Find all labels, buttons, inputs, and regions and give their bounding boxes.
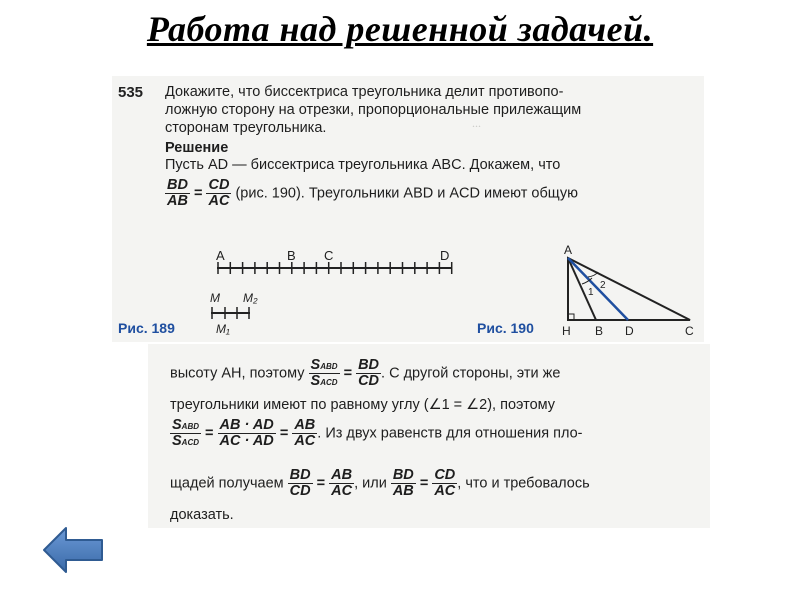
fraction-cd-ac-2: $\frac{CD}{AC}$: [434, 467, 456, 500]
figure-190-caption: Рис. 190: [477, 320, 534, 336]
label-H: H: [562, 324, 571, 338]
statement-line-1: Докажите, что биссектриса треугольника делит противопо-: [165, 84, 564, 100]
fraction-ab-ad: $\frac{AB \cdot AD}{AC \cdot AD}$: [219, 417, 274, 450]
continuation-line-2: треугольники имеют по равному углу (∠1 = ∠2), поэтому: [170, 397, 556, 413]
label-C: C: [685, 324, 694, 338]
bleed-through-text: ...: [472, 116, 481, 130]
fraction-ab-ac-2: $\frac{AB}{AC}$: [331, 467, 353, 500]
label-C: C: [324, 248, 334, 263]
fraction-area-ratio-2: $\frac{\text{SABD}}{\text{SACD}}$: [172, 417, 200, 450]
continuation-line-1: высоту AH, поэтому $\frac{\text{SABD}}{\text{SACD}}$ = $\frac{BD}{CD}$ . С другой стороны, эти же: [170, 357, 561, 390]
label-A: A: [216, 248, 225, 263]
problem-number: 535: [118, 84, 144, 101]
label-B: B: [287, 248, 296, 263]
figure-189-caption: Рис. 189: [118, 320, 175, 336]
back-button[interactable]: [42, 524, 106, 576]
fraction-bd-cd: $\frac{BD}{CD}$: [358, 357, 380, 390]
continuation-line-3: $\frac{\text{SABD}}{\text{SACD}}$ = $\frac{AB \cdot AD}{AC \cdot AD}$ = $\frac{AB}{AC}$ . Из двух равенств для отношения пло-: [172, 417, 583, 450]
label-M: M: [210, 291, 220, 305]
continuation-line-4: щадей получаем $\frac{BD}{CD}$ = $\frac{AB}{AC}$ , или $\frac{BD}{AB}$ = $\frac{CD}{AC}$ , что и требовалось: [170, 467, 590, 500]
solution-line-1: Пусть AD — биссектриса треугольника ABC. Докажем, что: [165, 157, 561, 173]
slide-title: Работа над решенной задачей.: [146, 9, 654, 49]
fraction-bd-ab: $\frac{BD}{AB}$: [167, 177, 188, 210]
angle-1-label: 1: [588, 287, 594, 298]
label-M1: M₁: [216, 322, 230, 336]
fraction-bd-cd-2: $\frac{BD}{CD}$: [289, 467, 311, 500]
solution-line-2: $\frac{BD}{AB}$ = $\frac{CD}{AC}$ (рис. 190). Треугольники ABD и ACD имеют общую: [167, 177, 578, 210]
label-D: D: [440, 248, 450, 263]
continuation-line-5: доказать.: [170, 507, 234, 523]
figure-190: [540, 244, 710, 340]
angle-2-label: 2: [600, 280, 606, 291]
left-arrow-icon: [42, 524, 106, 576]
solution-line-2-text: (рис. 190). Треугольники ABD и ACD имеют общую: [235, 185, 578, 202]
label-A: A: [564, 244, 573, 257]
label-M2: M₂: [243, 291, 258, 305]
fraction-ab-ac: $\frac{AB}{AC}$: [294, 417, 316, 450]
statement-line-3: сторонам треугольника.: [165, 120, 327, 136]
fraction-area-ratio: $\frac{\text{SABD}}{\text{SACD}}$: [310, 357, 338, 390]
label-B: B: [595, 324, 604, 338]
statement-line-2: ложную сторону на отрезки, пропорциональные прилежащим: [165, 102, 582, 118]
fraction-bd-ab-2: $\frac{BD}{AB}$: [392, 467, 414, 500]
label-D: D: [625, 324, 634, 338]
solution-heading: Решение: [165, 140, 229, 156]
fraction-cd-ac: $\frac{CD}{AC}$: [208, 177, 230, 210]
